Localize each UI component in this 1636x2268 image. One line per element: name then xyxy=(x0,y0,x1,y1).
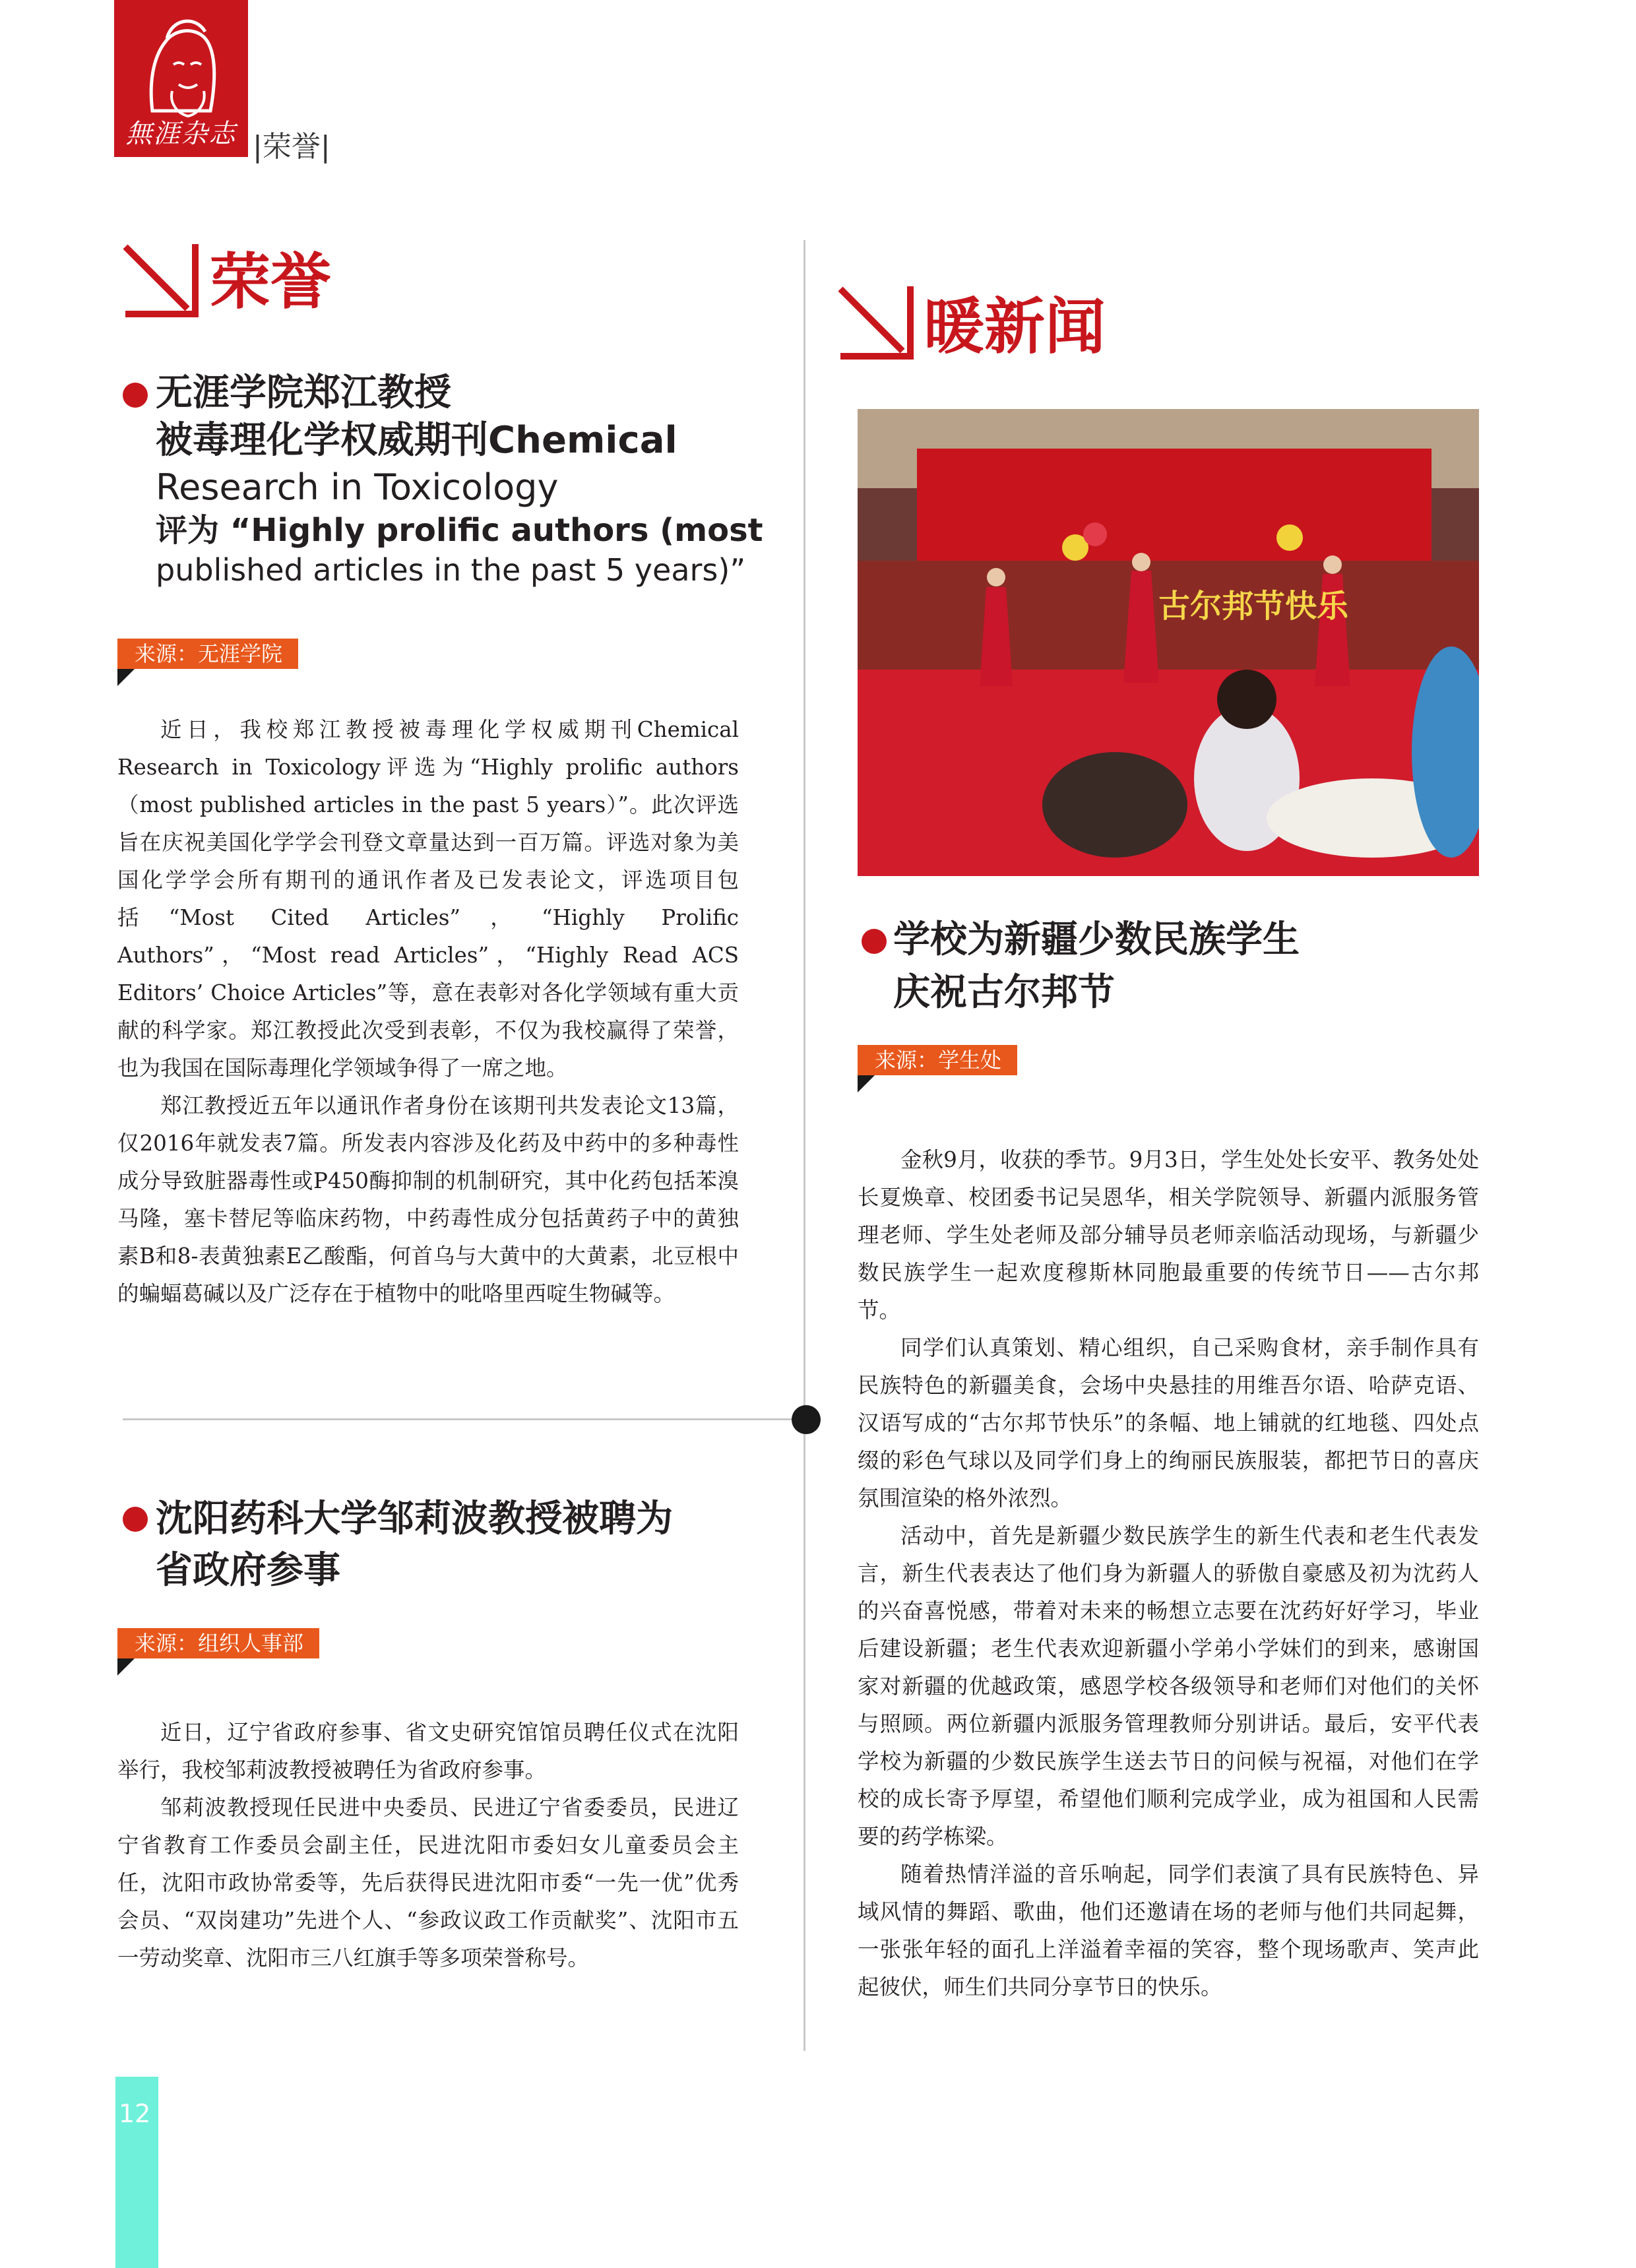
headline-line: 被毒理化学权威期刊Chemical xyxy=(156,419,677,462)
source-tag: 来源：学生处 xyxy=(858,1045,1017,1075)
article-divider xyxy=(123,1418,796,1420)
paragraph: 金秋9月，收获的季节。9月3日，学生处处长安平、教务处处长夏焕章、校团委书记吴恩华，相关学院领导、新疆内派服务管理老师、学生处老师及部分辅导员老师亲临活动现场，与新疆少数民族学生一起欢度穆斯林同胞最重要的传统节日——古尔邦节。 xyxy=(858,1147,1479,1323)
article3-body xyxy=(858,1141,1479,2006)
photo-banner-text: 古尔邦节快乐 xyxy=(1158,588,1349,625)
source-tag-tail xyxy=(117,669,135,686)
article2-body xyxy=(117,1714,739,1977)
portrait-icon xyxy=(133,12,230,117)
paragraph: 同学们认真策划、精心组织，自己采购食材，亲手制作具有民族特色的新疆美食，会场中央悬挂的用维吾尔语、哈萨克语、汉语写成的“古尔邦节快乐”的条幅、地上铺就的红地毯、四处点缀的彩色气球以及同学们身上的绚丽民族服装，都把节日的喜庆氛围渲染的格外浓烈。 xyxy=(858,1335,1479,1511)
headline-line: 评为 “Highly prolific authors (most xyxy=(156,512,763,549)
section-arrow-icon xyxy=(117,240,203,322)
column-divider xyxy=(803,240,805,2051)
paragraph: 随着热情洋溢的音乐响起，同学们表演了具有民族特色、异域风情的舞蹈、歌曲，他们还邀请在场的老师与他们共同起舞，一张张年轻的面孔上洋溢着幸福的笑容，整个现场歌声、笑声此起彼伏，师生们共同分享节日的快乐。 xyxy=(858,1862,1479,2000)
paragraph: 近日，我校郑江教授被毒理化学权威期刊Chemical Research in Toxicology评选为“Highly prolific authors（most published articles in the past 5 years）”。此次评选旨在庆祝美国化学学会刊登文章量达到一百万篇。评选对象为美国化学学会所有期刊的通讯作者及已发表论文，评选项目包括“Most Cited Articles”，“Highly Prolific Authors”，“Most read Articles”，“Highly Read ACS Editors’ Choice Articles”等，意在表彰对各化学领域有重大贡献的科学家。郑江教授此次受到表彰，不仅为我校赢得了荣誉，也为我国在国际毒理化学领域争得了一席之地。 xyxy=(117,717,739,1081)
article1-body xyxy=(117,711,739,1313)
headline-line: 无涯学院郑江教授 xyxy=(156,371,451,414)
divider-dot xyxy=(792,1405,821,1434)
section-title-warm-news: 暖新闻 xyxy=(924,292,1106,362)
paragraph: 近日，辽宁省政府参事、省文史研究馆馆员聘任仪式在沈阳举行，我校邹莉波教授被聘任为省政府参事。 xyxy=(117,1720,739,1782)
source-tag-tail xyxy=(117,1658,135,1676)
article1-headline xyxy=(156,369,789,590)
source-tag: 来源：无涯学院 xyxy=(117,639,298,669)
headline-bullet xyxy=(862,929,887,954)
section-title-honor: 荣誉 xyxy=(210,247,332,317)
paragraph: 活动中，首先是新疆少数民族学生的新生代表和老生代表发言，新生代表表达了他们身为新疆人的骄傲自豪感及初为沈药人的兴奋喜悦感，带着对未来的畅想立志要在沈药好好学习，毕业后建设新疆；老生代表欢迎新疆小学弟小学妹们的到来，感谢国家对新疆的优越政策，感恩学校各级领导和老师们对他们的关怀与照顾。两位新疆内派服务管理教师分别讲话。最后，安平代表学校为新疆的少数民族学生送去节日的问候与祝福，对他们在学校的成长寄予厚望，希望他们顺利完成学业，成为祖国和人民需要的药学栋梁。 xyxy=(858,1523,1479,1849)
headline-bullet xyxy=(123,383,148,408)
headline-line: 省政府参事 xyxy=(156,1549,340,1592)
header-section-label: |荣誉| xyxy=(253,130,330,164)
source-tag-tail xyxy=(858,1075,875,1092)
headline-line: 学校为新疆少数民族学生 xyxy=(893,918,1300,961)
headline-bullet xyxy=(123,1507,148,1532)
headline-line: published articles in the past 5 years)” xyxy=(156,552,746,588)
paragraph: 郑江教授近五年以通讯作者身份在该期刊共发表论文13篇，仅2016年就发表7篇。所发表内容涉及化药及中药中的多种毒性成分导致脏器毒性或P450酶抑制的机制研究，其中化药包括苯溴马隆，塞卡替尼等临床药物，中药毒性成分包括黄药子中的黄独素B和8-表黄独素E乙酸酯，何首乌与大黄中的大黄素，北豆根中的蝙蝠葛碱以及广泛存在于植物中的吡咯里西啶生物碱等。 xyxy=(117,1093,739,1306)
headline-line: 沈阳药科大学邹莉波教授被聘为 xyxy=(156,1497,673,1540)
magazine-logo xyxy=(114,0,248,157)
headline-line: Research in Toxicology xyxy=(156,466,559,508)
article3-headline xyxy=(893,914,1487,1019)
article2-headline xyxy=(156,1494,789,1596)
logo-text: 無涯杂志 xyxy=(125,119,237,149)
section-arrow-icon xyxy=(833,282,918,364)
festival-photo xyxy=(858,409,1479,876)
source-tag: 来源：组织人事部 xyxy=(117,1628,319,1658)
page-number: 12 xyxy=(119,2099,151,2128)
paragraph: 邹莉波教授现任民进中央委员、民进辽宁省委委员，民进辽宁省教育工作委员会副主任，民进沈阳市委妇女儿童委员会主任，沈阳市政协常委等，先后获得民进沈阳市委“一先一优”优秀会员、“双岗建功”先进个人、“参政议政工作贡献奖”、沈阳市五一劳动奖章、沈阳市三八红旗手等多项荣誉称号。 xyxy=(117,1795,739,1970)
headline-line: 庆祝古尔邦节 xyxy=(893,971,1115,1014)
